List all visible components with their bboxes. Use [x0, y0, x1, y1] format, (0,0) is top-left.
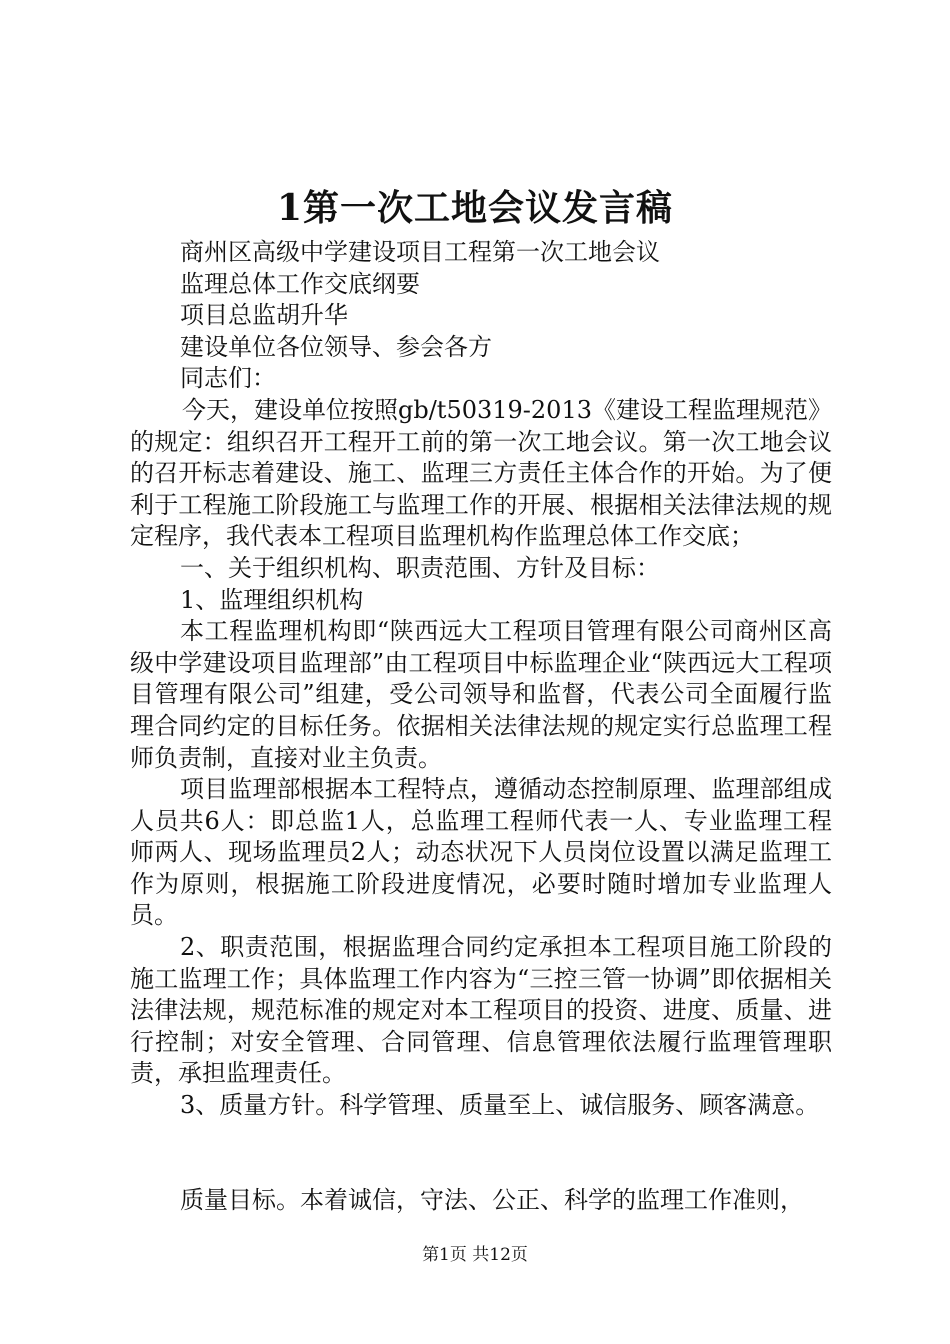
paragraph: 今天，建设单位按照gb/t50319-2013《建设工程监理规范》的规定：组织召开工程开工前的第一次工地会议。第一次工地会议的召开标志着建设、施工、监理三方责任主体合作的开始。为了便利于工程施工阶段施工与监理工作的开展、根据相关法律法规的规定程序，我代表本工程项目监理机构作监理总体工作交底； — [130, 395, 832, 551]
salutation-line: 建设单位各位领导、参会各方 — [180, 332, 492, 361]
paragraph: 2、职责范围，根据监理合同约定承担本工程项目施工阶段的施工监理工作；具体监理工作内容为“三控三管一协调”即依据相关法律法规，规范标准的规定对本工程项目的投资、进度、质量、进行控制；对安全管理、合同管理、信息管理依法履行监理管理职责，承担监理责任。 — [130, 933, 832, 1088]
paragraph: 本工程监理机构即“陕西远大工程项目管理有限公司商州区高级中学建设项目监理部”由工程项目中标监理企业“陕西远大工程项目管理有限公司”组建，受公司领导和监督，代表公司全面履行监理合同约定的目标任务。依据相关法律法规的规定实行总监理工程师负责制，直接对业主负责。 — [130, 617, 832, 772]
subtitle-line: 商州区高级中学建设项目工程第一次工地会议 — [180, 238, 660, 266]
subtitle-line: 监理总体工作交底纲要 — [180, 269, 420, 298]
paragraph-gap — [130, 1122, 832, 1185]
salutation-line: 同志们： — [180, 364, 276, 393]
document-body — [130, 237, 832, 1216]
paragraph: 3、质量方针。科学管理、质量至上、诚信服务、顾客满意。 — [180, 1091, 820, 1120]
section-heading: 一、关于组织机构、职责范围、方针及目标： — [180, 553, 660, 582]
page-number: 第1页 共12页 — [422, 1245, 528, 1265]
paragraph: 质量目标。本着诚信，守法、公正、科学的监理工作准则， — [180, 1185, 804, 1214]
paragraph: 项目监理部根据本工程特点，遵循动态控制原理、监理部组成人员共6人：即总监1人，总监理工程师代表一人、专业监理工程师两人、现场监理员2人；动态状况下人员岗位设置以满足监理工作为原则，根据施工阶段进度情况，必要时随时增加专业监理人员。 — [130, 775, 832, 930]
document-title: 1第一次工地会议发言稿 — [276, 187, 674, 229]
author-line: 项目总监胡升华 — [180, 301, 348, 330]
subsection-heading: 1、监理组织机构 — [180, 585, 364, 614]
